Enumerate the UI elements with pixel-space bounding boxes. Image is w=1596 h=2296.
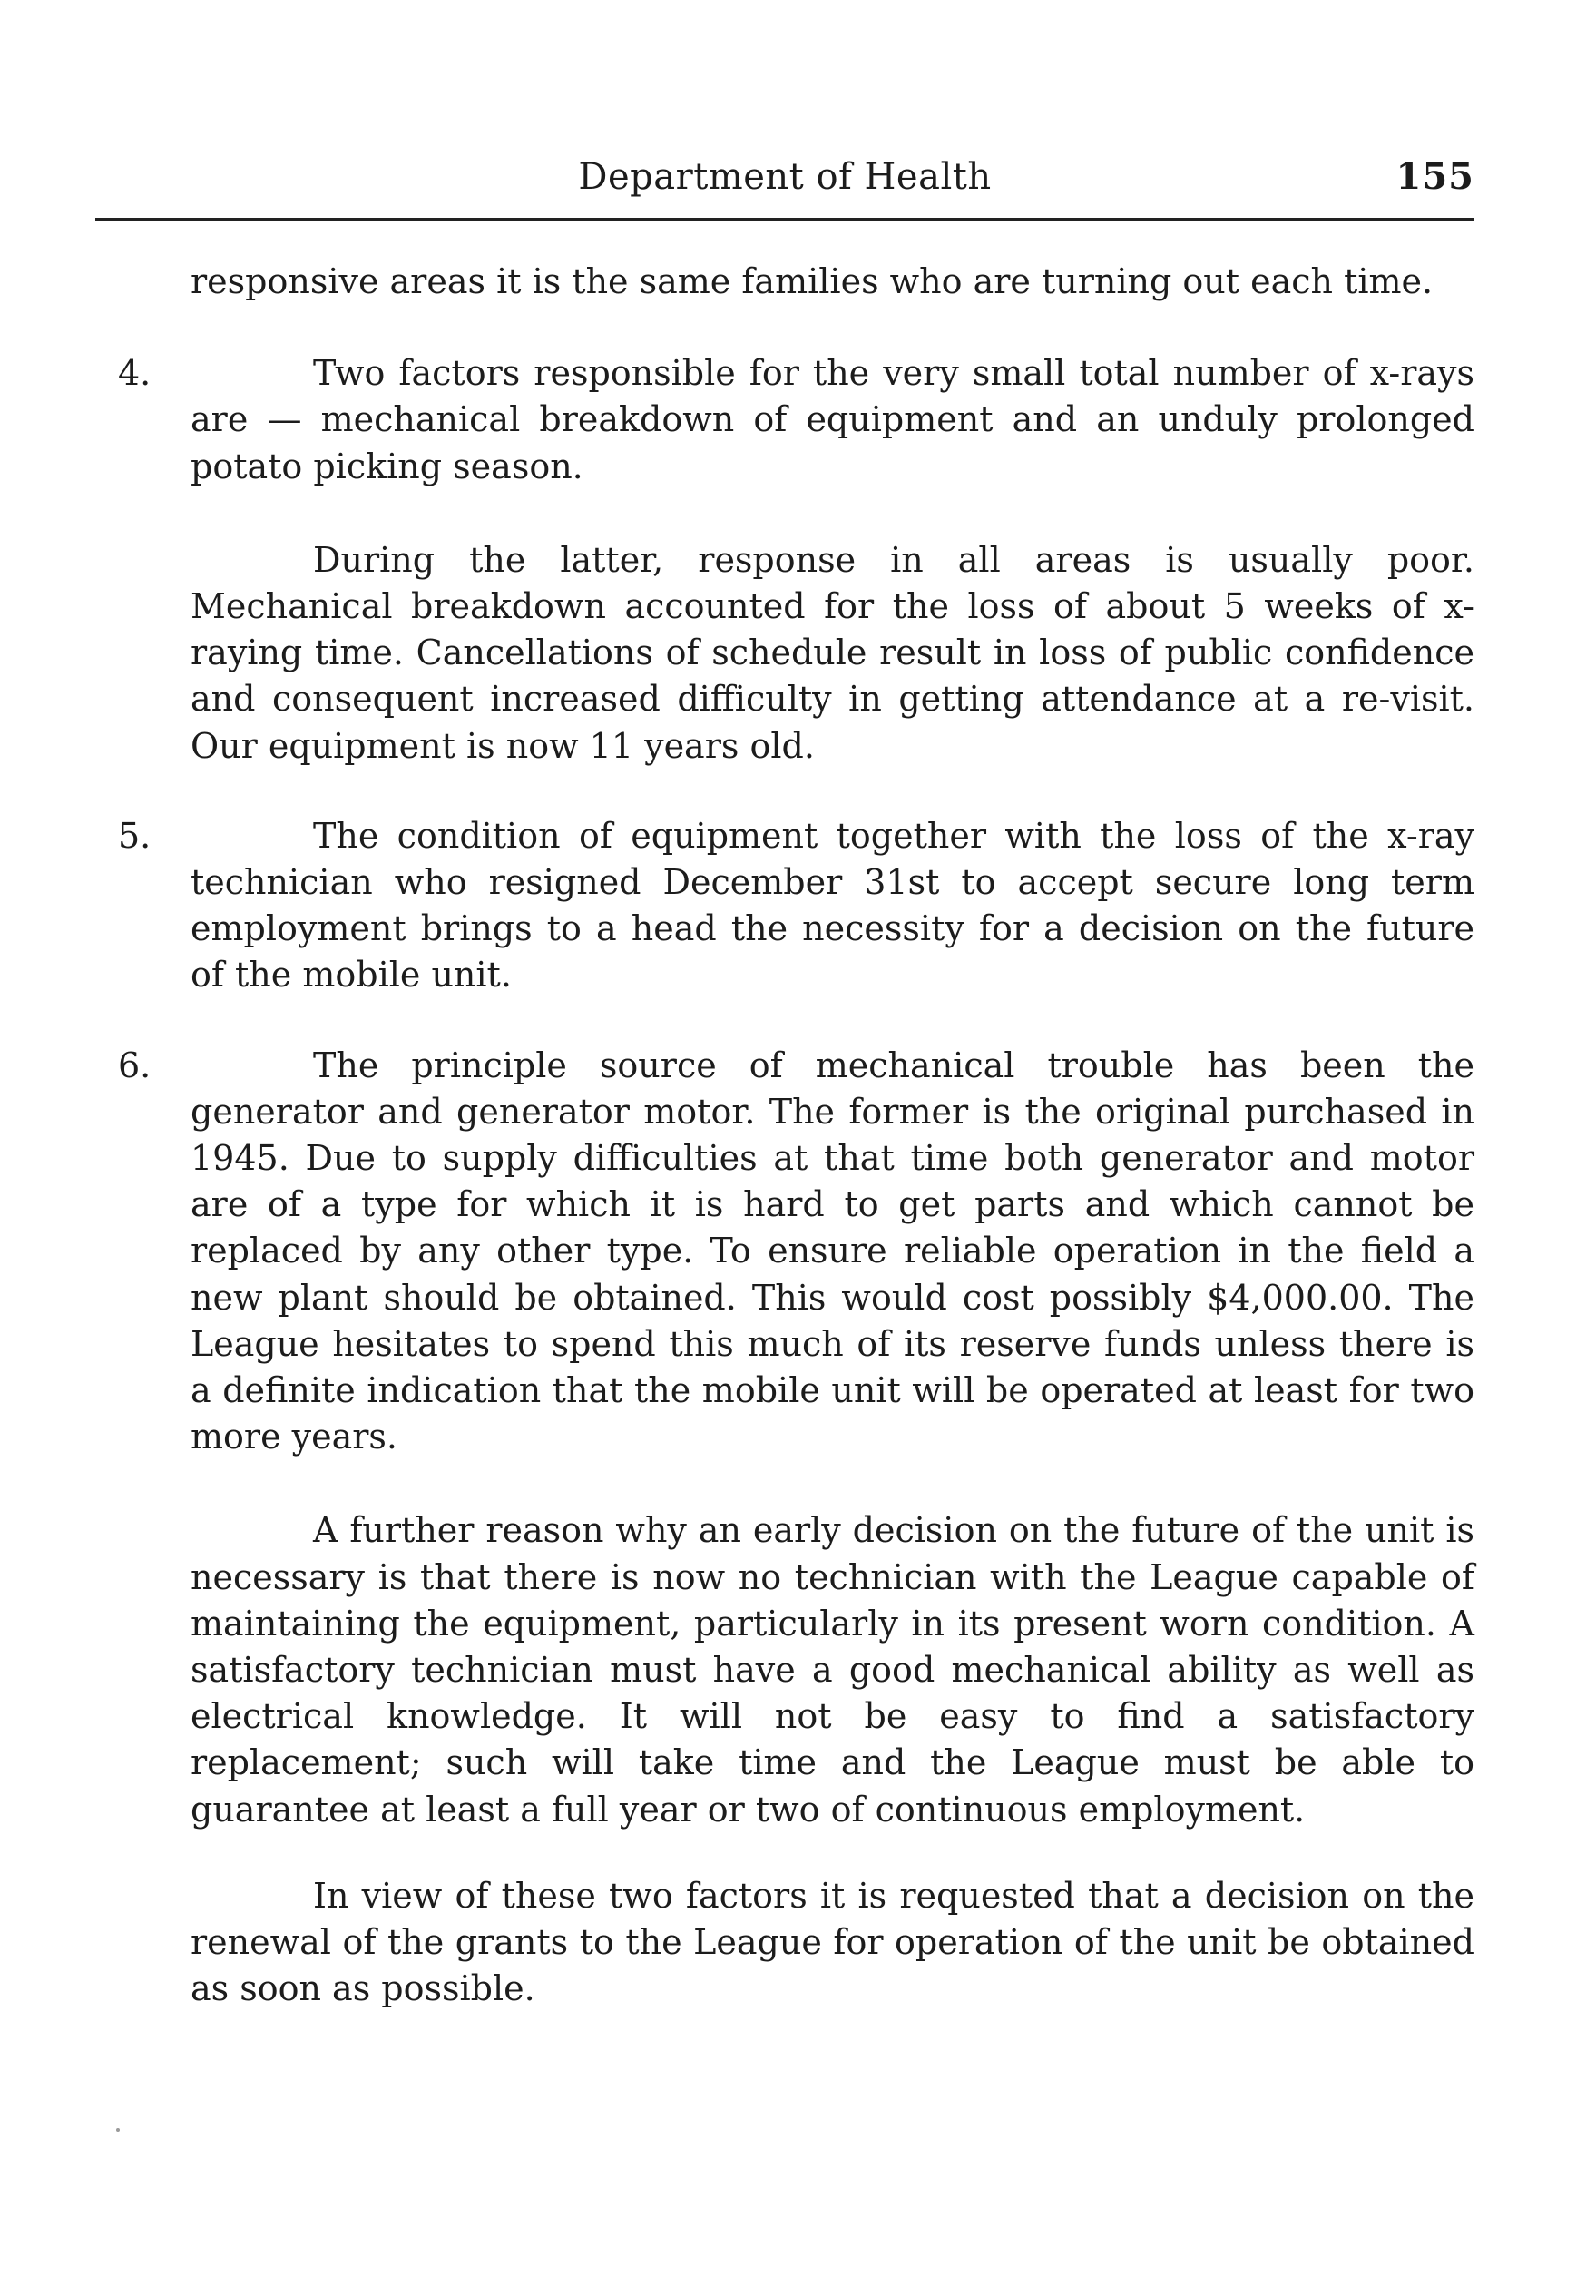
paragraph-text: responsive areas it is the same families who are turning out each time. — [191, 261, 1434, 301]
scan-speck — [116, 2128, 120, 2132]
header-rule — [95, 218, 1474, 221]
paragraph-text: Two factors responsible for the very small total number of x-rays are — mechanical breakdown of equipment and an unduly prolonged potato picking season. — [191, 353, 1474, 486]
item-number: 5. — [118, 815, 152, 856]
paragraph-text: The principle source of mechanical trouble has been the generator and generator motor. The former is the original purchased in 1945. Due to supply difficulties at that time both generator and motor are of a type for which it is hard to get parts and which cannot be replaced by any other type. To ensure reliable operation in the field a new plant should be obtained. This would cost possibly $4,000.00. The League hesitates to spend this much of its reserve funds unless there is a definite indication that the mobile unit will be operated at least for two more years. — [191, 1045, 1474, 1457]
paragraph-text: During the latter, response in all areas is usually poor. Mechanical breakdown accounted for the loss of about 5 weeks of x-raying time. Cancellations of schedule result in loss of public confidence and consequent increased difficulty in getting attendance at a re-visit. Our equipment is now 11 years old. — [191, 539, 1474, 766]
paragraph-item-4-continued — [191, 537, 1474, 770]
item-number: 6. — [118, 1045, 152, 1085]
paragraph-request — [191, 1873, 1474, 2013]
paragraph-item-5 — [118, 813, 1474, 999]
paragraph-text: The condition of equipment together with the loss of the x-ray technician who resigned December 31st to accept secure long term employment brings to a head the necessity for a decision on the future of the mobile unit. — [191, 815, 1474, 996]
paragraph-text: A further reason why an early decision on the future of the unit is necessary is that there is now no technician with the League capable of maintaining the equipment, particularly in its present worn condition. A satisfactory technician must have a good mechanical ability as well as electrical knowledge. It will not be easy to find a satisfactory replacement; such will take time and the League must be able to guarantee at least a full year or two of continuous employment. — [191, 1510, 1474, 1830]
paragraph-item-4 — [118, 350, 1474, 490]
page-number: 155 — [1395, 155, 1474, 198]
item-number: 4. — [118, 353, 152, 394]
paragraph-continuation — [191, 259, 1474, 305]
header-title: Department of Health — [578, 156, 992, 198]
paragraph-further-reason — [191, 1507, 1474, 1832]
running-header — [95, 150, 1474, 213]
body-text — [118, 259, 1474, 2013]
paragraph-item-6 — [118, 1043, 1474, 1461]
paragraph-text: In view of these two factors it is requested that a decision on the renewal of the grants to the League for operation of the unit be obtained as soon as possible. — [191, 1875, 1474, 2009]
